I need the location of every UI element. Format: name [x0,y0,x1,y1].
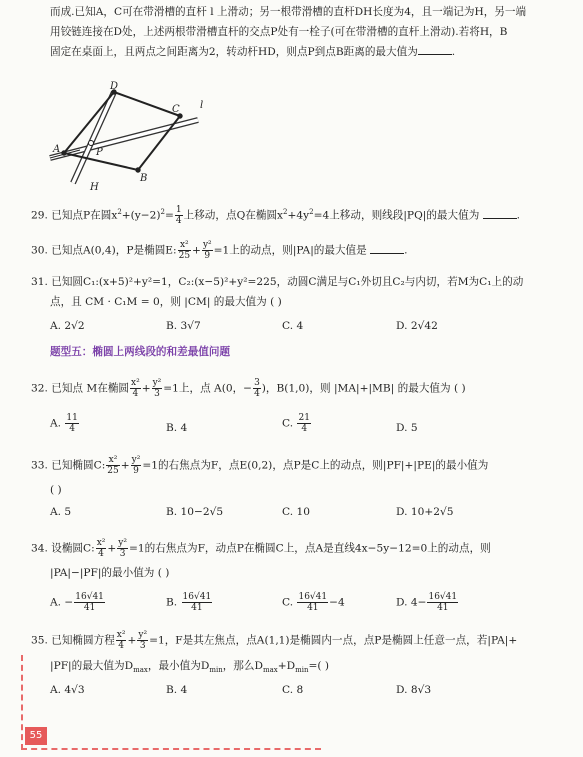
option-b[interactable]: B. 4 [166,422,188,434]
label-l: l [200,100,204,111]
question-30: 30. 已知点A(0,4)，P是椭圆E: $\frac{\text{x²}}{25}$ + $\frac{\text{y²}}{9}$ =1上的动点，则|PA|的最大值是 . [31,240,408,261]
page-number: 55 [25,727,47,745]
option-a[interactable]: A. $\frac{11}{4}$ [50,413,78,434]
option-d[interactable]: D. 2√42 [396,320,438,332]
question-34: 34. 设椭圆C: $\frac{\text{x²}}{4}$ + $\frac{\text{y²}}{3}$ =1的右焦点为F，动点P在椭圆C上，点A是直线4x−5y−12=0上的动点，则 [31,538,491,559]
option-a[interactable]: A. − $\frac{16√41}{41}$ [50,592,104,613]
option-a[interactable]: A. 5 [50,506,72,518]
question-33-options [50,502,550,526]
question-31-options [50,316,550,340]
intro-line-3: 固定在桌面上，且两点之间距离为2，转动杆HD，则点P到点B距离的最大值为 . [50,46,456,58]
question-31-line-1: 31. 已知圆C₁:(x+5)²+y²=1，C₂:(x−5)²+y²=225，动圆C满足与C₁外切且C₂与内切，若M为C₁上的动 [31,276,524,288]
question-34-line-2: |PA|−|PF|的最小值为 ( ) [50,567,170,579]
question-35: 35. 已知椭圆方程 $\frac{\text{x²}}{4}$ + $\frac{\text{y²}}{3}$ =1，F是其左焦点，点A(1,1)是椭圆内一点，点P是椭圆上任意一点，若|PA|+ [31,630,518,651]
label-C: C [172,104,180,115]
label-B: B [140,173,148,184]
footer-dashed-line [21,748,321,750]
intro-line-2: 用铰链连接在D处，上述两根带滑槽直杆的交点P处有一栓子(可在带滑槽的直杆上滑动).若将H，B [50,26,508,38]
option-d[interactable]: D. 8√3 [396,684,432,696]
option-c[interactable]: C. 8 [282,684,304,696]
label-A: A [53,144,61,155]
label-D: D [110,81,119,92]
option-c[interactable]: C. 4 [282,320,304,332]
question-35-options [50,680,550,704]
option-b[interactable]: B. 3√7 [166,320,201,332]
option-d[interactable]: D. 4− $\frac{16√41}{41}$ [396,592,458,613]
option-d[interactable]: D. 5 [396,422,418,434]
question-33-line-2: ( ) [50,484,62,496]
question-35-line-2: |PF|的最大值为$D_{max}$，最小值为$D_{min}$，那么$D_{max}+D_{min}=$( ) [50,660,330,675]
option-b[interactable]: B. 4 [166,684,188,696]
question-31-line-2: 点，且 CM · C₁M = 0，则 |CM| 的最大值为 ( ) [50,296,282,308]
option-c[interactable]: C. $\frac{16√41}{41}$ −4 [282,592,345,613]
section-title: 题型五：椭圆上两线段的和差最值问题 [50,346,231,358]
option-d[interactable]: D. 10+2√5 [396,506,454,518]
label-H: H [90,182,99,193]
option-b[interactable]: B. $\frac{16√41}{41}$ [166,592,212,613]
question-34-options [50,592,550,616]
option-b[interactable]: B. 10−2√5 [166,506,224,518]
question-33: 33. 已知椭圆C: $\frac{\text{x²}}{25}$ + $\frac{\text{y²}}{9}$ =1的右焦点为F，点E(0,2)，点P是C上的动点，则|PF|+|PE|的最小值为 [31,455,489,476]
question-32-options [50,413,550,437]
question-32: 32. 已知点 M在椭圆 $\frac{\text{x²}}{4}$ + $\frac{\text{y²}}{3}$ =1上，点 A(0，− $\frac{3}{4}$ )，B(1,0)，则 |MA|+|MB| 的最大值为 ( ) [31,378,466,399]
margin-dashed-line [21,655,23,750]
question-29: 29. 已知点P在圆$x^2+(y-2)^2=$ $\frac{1}{4}$ 上移动，点Q在椭圆$x^2+4y^2=4$上移动，则线段|PQ|的最大值为 . [31,205,521,227]
option-c[interactable]: C. $\frac{21}{4}$ [282,413,310,434]
intro-line-1: 而成.已知A，C可在带滑槽的直杆 l 上滑动；另一根带滑槽的直杆DH长度为4，且一端记为H，另一端 [50,6,527,18]
option-a[interactable]: A. 4√3 [50,684,85,696]
linkage-figure [40,80,210,195]
option-c[interactable]: C. 10 [282,506,310,518]
label-P: P [96,147,103,158]
option-a[interactable]: A. 2√2 [50,320,85,332]
